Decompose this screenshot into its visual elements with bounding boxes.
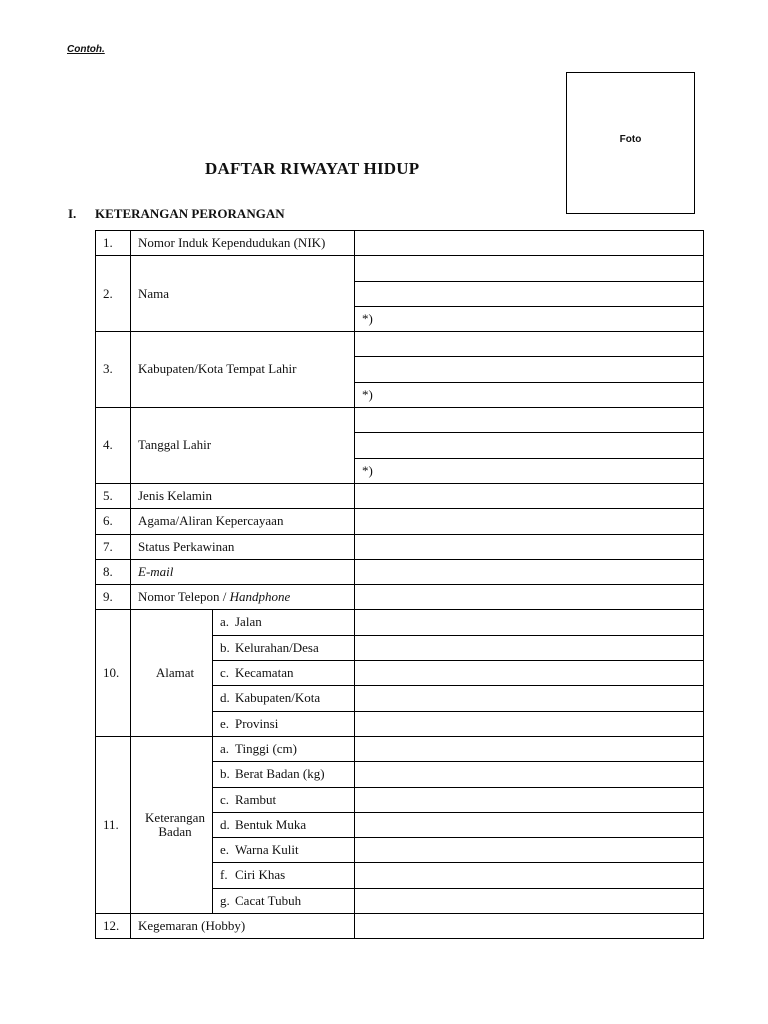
marital-status-field[interactable] <box>355 534 704 559</box>
address-regency-field[interactable] <box>355 686 704 711</box>
sub-label: b. Kelurahan/Desa <box>213 635 355 660</box>
face-shape-field[interactable] <box>355 812 704 837</box>
nama-field-line-1[interactable] <box>355 256 704 281</box>
hobby-field[interactable] <box>355 914 704 939</box>
sub-label: e. Provinsi <box>213 711 355 736</box>
sub-label: a. Jalan <box>213 610 355 635</box>
row-number: 5. <box>96 483 131 508</box>
row-number: 10. <box>96 610 131 736</box>
table-row <box>96 483 704 508</box>
height-field[interactable] <box>355 736 704 761</box>
group-label-body: Keterangan Badan <box>131 736 213 913</box>
address-street-field[interactable] <box>355 610 704 635</box>
footnote-marker: *) <box>362 462 373 478</box>
field-label-phone <box>131 585 355 610</box>
sub-label: f. Ciri Khas <box>213 863 355 888</box>
table-row <box>96 736 704 761</box>
weight-field[interactable] <box>355 762 704 787</box>
field-label-religion: Agama/Aliran Kepercayaan <box>131 509 355 534</box>
table-row <box>96 559 704 584</box>
section-heading <box>68 206 285 222</box>
table-row <box>96 256 704 281</box>
nama-field-line-2[interactable] <box>355 281 704 306</box>
phone-field[interactable] <box>355 585 704 610</box>
table-row <box>96 509 704 534</box>
row-number: 4. <box>96 408 131 484</box>
birthplace-field-line-3[interactable] <box>355 382 704 407</box>
address-village-field[interactable] <box>355 635 704 660</box>
row-number: 12. <box>96 914 131 939</box>
gender-field[interactable] <box>355 483 704 508</box>
section-number: I. <box>68 206 77 221</box>
birthdate-field-line-1[interactable] <box>355 408 704 433</box>
row-number: 8. <box>96 559 131 584</box>
row-number: 9. <box>96 585 131 610</box>
religion-field[interactable] <box>355 509 704 534</box>
email-field[interactable] <box>355 559 704 584</box>
row-number: 6. <box>96 509 131 534</box>
footnote-marker: *) <box>362 386 373 402</box>
table-row <box>96 914 704 939</box>
sub-label: a. Tinggi (cm) <box>213 736 355 761</box>
row-number: 7. <box>96 534 131 559</box>
disability-field[interactable] <box>355 888 704 913</box>
table-row <box>96 408 704 433</box>
row-number: 11. <box>96 736 131 913</box>
table-row <box>96 534 704 559</box>
field-label-hobby: Kegemaran (Hobby) <box>131 914 355 939</box>
distinguishing-marks-field[interactable] <box>355 863 704 888</box>
nama-field-line-3[interactable] <box>355 306 704 331</box>
sub-label: g. Cacat Tubuh <box>213 888 355 913</box>
sub-label: d. Bentuk Muka <box>213 812 355 837</box>
hair-field[interactable] <box>355 787 704 812</box>
sub-label: e. Warna Kulit <box>213 838 355 863</box>
group-label-address: Alamat <box>131 610 213 736</box>
document-title: DAFTAR RIWAYAT HIDUP <box>205 159 420 178</box>
field-label-birthplace: Kabupaten/Kota Tempat Lahir <box>131 332 355 408</box>
field-label-birthdate: Tanggal Lahir <box>131 408 355 484</box>
address-district-field[interactable] <box>355 661 704 686</box>
sub-label: c. Rambut <box>213 787 355 812</box>
footnote-marker: *) <box>362 310 373 326</box>
photo-box[interactable] <box>566 72 695 214</box>
row-number: 2. <box>96 256 131 332</box>
phone-label-italic: Handphone <box>229 589 291 605</box>
address-province-field[interactable] <box>355 711 704 736</box>
section-title: KETERANGAN PERORANGAN <box>95 206 285 221</box>
table-row <box>96 610 704 635</box>
field-label-marital-status: Status Perkawinan <box>131 534 355 559</box>
field-label-nik: Nomor Induk Kependudukan (NIK) <box>131 231 355 256</box>
nik-field[interactable] <box>355 231 704 256</box>
example-label: Contoh. <box>67 44 105 55</box>
row-number: 1. <box>96 231 131 256</box>
skin-color-field[interactable] <box>355 838 704 863</box>
table-row <box>96 231 704 256</box>
sub-label: c. Kecamatan <box>213 661 355 686</box>
sub-label: b. Berat Badan (kg) <box>213 762 355 787</box>
field-label-nama: Nama <box>131 256 355 332</box>
field-label-email: E-mail <box>131 559 355 584</box>
field-label-gender: Jenis Kelamin <box>131 483 355 508</box>
birthplace-field-line-2[interactable] <box>355 357 704 382</box>
table-row <box>96 332 704 357</box>
birthplace-field-line-1[interactable] <box>355 332 704 357</box>
sub-label: d. Kabupaten/Kota <box>213 686 355 711</box>
birthdate-field-line-2[interactable] <box>355 433 704 458</box>
row-number: 3. <box>96 332 131 408</box>
table-row <box>96 585 704 610</box>
birthdate-field-line-3[interactable] <box>355 458 704 483</box>
personal-info-table <box>95 230 704 939</box>
phone-label-text: Nomor Telepon / <box>138 589 230 605</box>
photo-label: Foto <box>619 133 642 145</box>
